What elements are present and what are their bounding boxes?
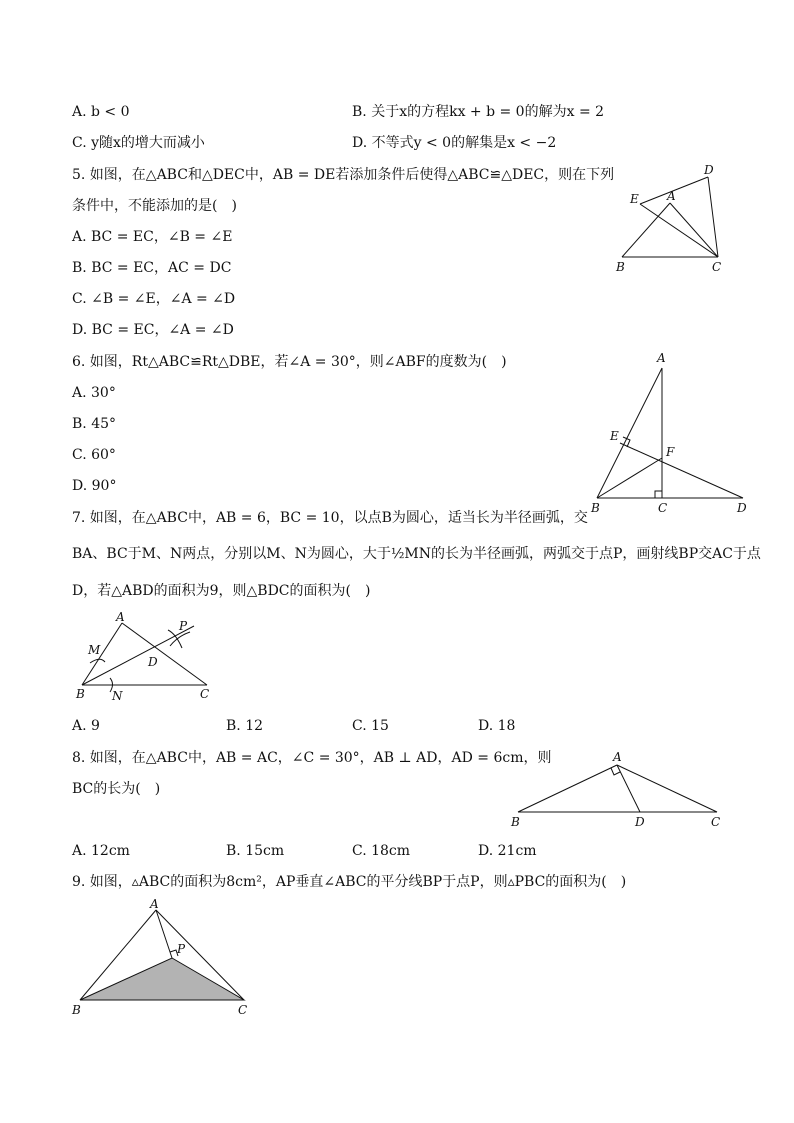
- q7-option-d: D. 18: [478, 718, 516, 734]
- q5-segment-dc: [708, 177, 718, 257]
- q7-stem-line2: BA、BC于M、N两点，分别以M、N为圆心，大于½MN的长为半径画弧，两弧交于点P，画射线BP交AC于点: [72, 546, 761, 562]
- q8-option-a: A. 12cm: [72, 843, 130, 859]
- q7-label-m: M: [88, 643, 101, 657]
- q9-label-c: C: [238, 1003, 248, 1017]
- q9-figure: [68, 898, 258, 1023]
- q6-segment-ed: [620, 443, 743, 498]
- q8-option-d: D. 21cm: [478, 843, 537, 859]
- q5-option-a: A. BC = EC，∠B = ∠E: [72, 229, 233, 245]
- q7-label-p: P: [179, 619, 188, 633]
- q8-stem-line2: BC的长为( ): [72, 781, 161, 797]
- q8-label-a: A: [613, 750, 622, 764]
- q5-label-d: D: [704, 163, 714, 177]
- q8-label-d: D: [635, 815, 645, 829]
- q6-option-b: B. 45°: [72, 416, 117, 432]
- q5-segment-ec: [640, 204, 718, 257]
- q7-label-n: N: [112, 689, 123, 703]
- q5-option-d: D. BC = EC，∠A = ∠D: [72, 322, 234, 338]
- q4-option-c: C. y随x的增大而减小: [72, 135, 205, 151]
- q7-option-a: A. 9: [72, 718, 100, 734]
- q5-stem-line1: 5. 如图，在△ABC和△DEC中，AB = DE若添加条件后使得△ABC≌△DEC，则在下列: [72, 167, 615, 183]
- q6-label-f: F: [666, 445, 675, 459]
- q8-segment-ac: [617, 765, 717, 812]
- q4-option-b: B. 关于x的方程kx + b = 0的解为x = 2: [352, 104, 605, 120]
- q7-stem-line1: 7. 如图，在△ABC中，AB = 6，BC = 10，以点B为圆心，适当长为半径画弧，交: [72, 510, 588, 526]
- q5-label-c: C: [712, 260, 722, 274]
- q7-option-b: B. 12: [226, 718, 264, 734]
- q7-label-b: B: [76, 687, 85, 701]
- q6-right-angle-c: [655, 491, 662, 498]
- q8-figure: [505, 748, 730, 833]
- q9-label-a: A: [150, 897, 159, 911]
- q7-label-c: C: [200, 687, 210, 701]
- q7-label-d: D: [148, 655, 158, 669]
- q9-label-b: B: [72, 1003, 81, 1017]
- q9-stem: 9. 如图，▵ABC的面积为8cm²，AP垂直∠ABC的平分线BP于点P，则▵PBC的面积为( ): [72, 874, 627, 890]
- q8-segment-ad: [617, 765, 640, 812]
- q6-option-a: A. 30°: [72, 385, 116, 401]
- q6-option-d: D. 90°: [72, 478, 117, 494]
- q9-segment-ap: [156, 910, 172, 958]
- q5-option-c: C. ∠B = ∠E，∠A = ∠D: [72, 291, 236, 307]
- q6-label-c: C: [658, 501, 668, 515]
- q8-label-b: B: [511, 815, 520, 829]
- q8-segment-ab: [518, 765, 617, 812]
- q7-label-a: A: [116, 610, 125, 624]
- q7-option-c: C. 15: [352, 718, 389, 734]
- q4-option-d: D. 不等式y < 0的解集是x < −2: [352, 135, 557, 151]
- q5-segment-ba: [622, 203, 670, 257]
- q6-stem: 6. 如图，Rt△ABC≌Rt△DBE，若∠A = 30°，则∠ABF的度数为( ): [72, 354, 507, 370]
- q8-option-c: C. 18cm: [352, 843, 411, 859]
- q6-label-d: D: [737, 501, 747, 515]
- q5-option-b: B. BC = EC，AC = DC: [72, 260, 232, 276]
- q5-label-b: B: [616, 260, 625, 274]
- q8-option-b: B. 15cm: [226, 843, 285, 859]
- q5-label-a: A: [667, 189, 676, 203]
- q9-label-p: P: [177, 942, 186, 956]
- q6-option-c: C. 60°: [72, 447, 116, 463]
- q6-label-e: E: [610, 429, 619, 443]
- q6-label-a: A: [657, 351, 666, 365]
- q4-option-a: A. b < 0: [72, 104, 130, 120]
- q9-shaded-pbc: [80, 958, 244, 1000]
- q5-segment-ac: [670, 203, 718, 257]
- q8-stem-line1: 8. 如图，在△ABC中，AB = AC，∠C = 30°，AB ⊥ AD，AD = 6cm，则: [72, 750, 552, 766]
- q7-segment-ac: [122, 623, 207, 685]
- q6-label-b: B: [591, 501, 600, 515]
- q6-figure: [585, 348, 755, 518]
- q5-label-e: E: [630, 192, 639, 206]
- q5-figure: [610, 160, 740, 280]
- q7-stem-line3: D，若△ABD的面积为9，则△BDC的面积为( ): [72, 583, 371, 599]
- q7-figure: [70, 608, 220, 706]
- q8-label-c: C: [711, 815, 721, 829]
- q5-stem-line2: 条件中，不能添加的是( ): [72, 198, 237, 214]
